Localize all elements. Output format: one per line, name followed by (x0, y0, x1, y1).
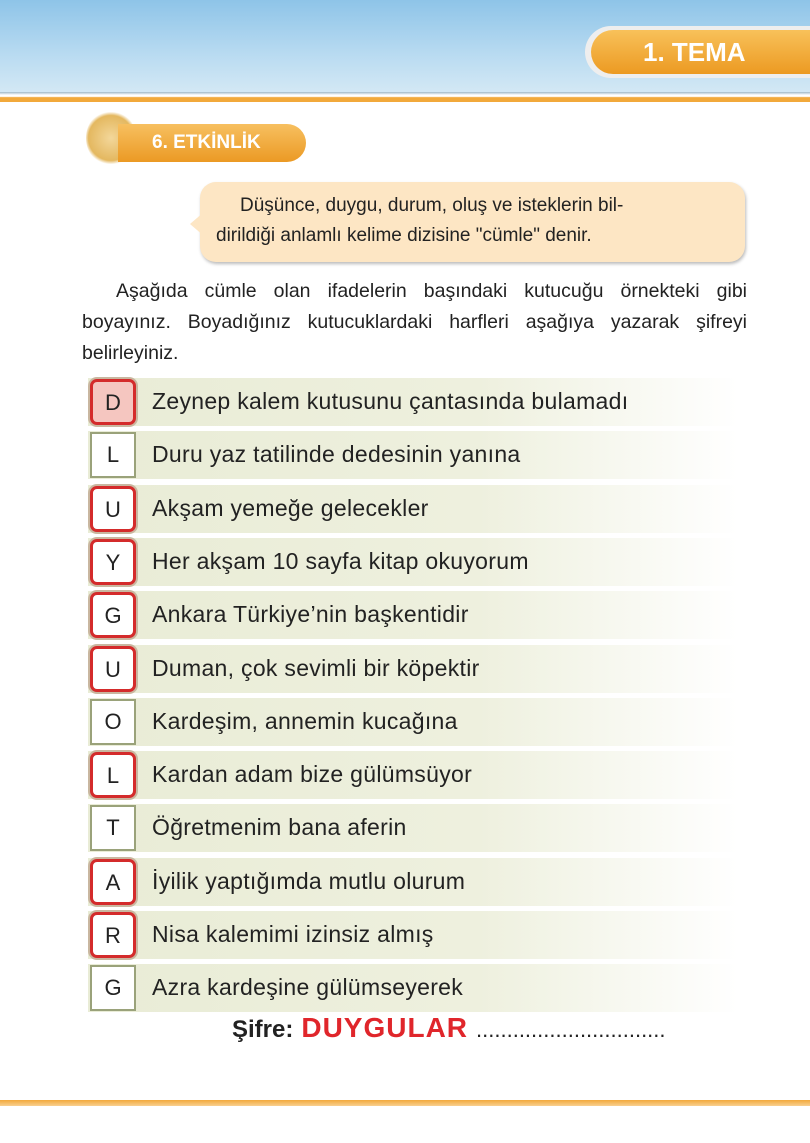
sentence-text: Öğretmenim bana aferin (152, 814, 407, 841)
letter-checkbox[interactable]: D (90, 379, 136, 425)
letter-checkbox[interactable]: A (90, 859, 136, 905)
sentence-row (88, 751, 738, 799)
sentence-text: Kardan adam bize gülümsüyor (152, 761, 473, 788)
definition-line-2: dirildiği anlamlı kelime dizisine "cümle" denir. (216, 225, 592, 246)
sentence-row (88, 538, 738, 586)
activity-label: 6. ETKİNLİK (118, 124, 306, 162)
instructions: Aşağıda cümle olan ifadelerin başındaki kutucuğu örnekteki gibi boyayınız. Boyadığınız kutucuklardaki harfleri aşağıya yazarak şifreyi belirleyiniz. (82, 280, 747, 364)
sentence-row (88, 485, 738, 533)
sentence-row (88, 645, 738, 693)
definition-line-1: Düşünce, duygu, durum, oluş ve isteklerin bil- (240, 195, 624, 216)
sentence-text: Duman, çok sevimli bir köpektir (152, 654, 480, 681)
sentence-row (88, 911, 738, 959)
sentence-row (88, 698, 738, 746)
theme-badge (585, 26, 810, 78)
header-divider (0, 92, 810, 102)
sentence-row (88, 858, 738, 906)
footer-divider (0, 1100, 810, 1106)
sentence-row (88, 591, 738, 639)
letter-checkbox[interactable]: U (90, 646, 136, 692)
letter-checkbox[interactable]: G (90, 592, 136, 638)
letter-checkbox[interactable]: O (90, 699, 136, 745)
letter-checkbox[interactable]: U (90, 486, 136, 532)
cipher-dots: ............................... (476, 1017, 666, 1042)
cipher-answer[interactable]: DUYGULAR (301, 1012, 469, 1043)
letter-checkbox[interactable]: Y (90, 539, 136, 585)
sentence-text: Her akşam 10 sayfa kitap okuyorum (152, 547, 529, 574)
letter-checkbox[interactable]: L (90, 752, 136, 798)
letter-checkbox[interactable]: G (90, 965, 136, 1011)
sentence-row (88, 431, 738, 479)
cipher-label: Şifre: (232, 1016, 294, 1043)
sentence-text: Ankara Türkiye’nin başkentidir (152, 601, 469, 628)
theme-label: 1. TEMA (591, 30, 810, 74)
cipher-line (232, 1012, 666, 1044)
letter-checkbox[interactable]: L (90, 432, 136, 478)
sentence-row (88, 378, 738, 426)
sentence-text: Kardeşim, annemin kucağına (152, 707, 458, 734)
sentence-text: Zeynep kalem kutusunu çantasında bulamadı (152, 388, 629, 414)
sentence-text: Duru yaz tatilinde dedesinin yanına (152, 441, 521, 468)
sentence-text: Nisa kalemimi izinsiz almış (152, 921, 434, 947)
letter-checkbox[interactable]: R (90, 912, 136, 958)
sentence-text: Azra kardeşine gülümseyerek (152, 974, 464, 1001)
definition-bubble (200, 182, 745, 262)
sentence-text: İyilik yaptığımda mutlu olurum (152, 867, 466, 894)
sentence-text: Akşam yemeğe gelecekler (152, 494, 429, 521)
sentence-row (88, 804, 738, 852)
sentence-row (88, 964, 738, 1012)
letter-checkbox[interactable]: T (90, 805, 136, 851)
